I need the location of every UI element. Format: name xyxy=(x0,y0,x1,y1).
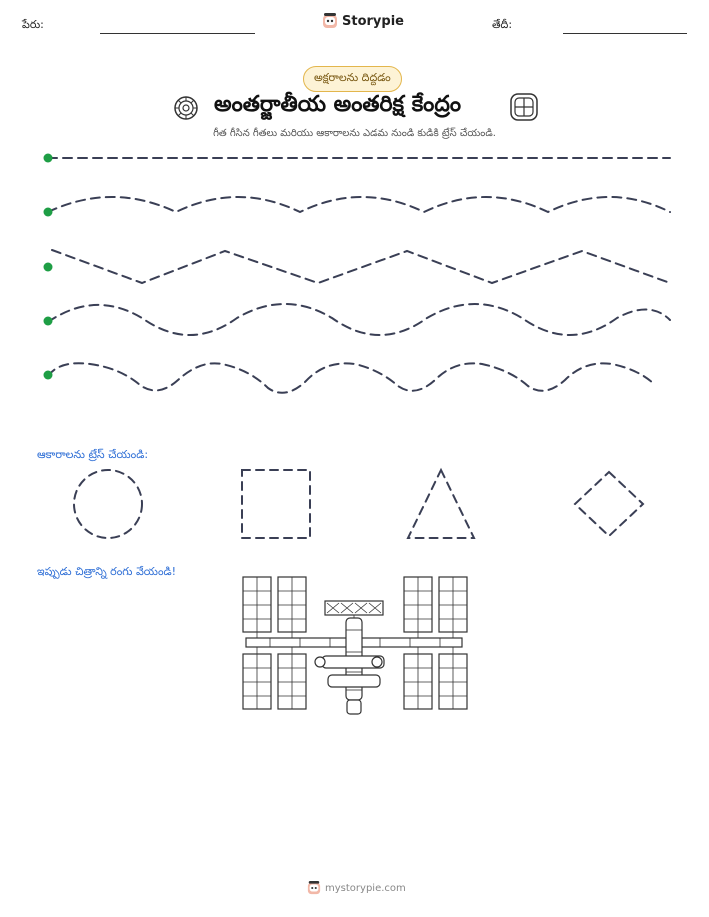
trace-line-wave xyxy=(48,304,670,335)
date-line xyxy=(563,33,687,34)
tracing-lines xyxy=(0,140,709,400)
start-dot xyxy=(44,154,53,163)
storypie-mascot-icon xyxy=(307,881,321,895)
trace-circle xyxy=(74,470,142,538)
date-label: తేదీ: xyxy=(492,18,513,31)
trace-line-zigzag xyxy=(52,250,670,283)
name-label: పేరు: xyxy=(22,18,44,31)
brand-logo xyxy=(322,13,404,29)
trace-diamond xyxy=(575,472,643,536)
trace-square xyxy=(242,470,310,538)
start-dot xyxy=(44,208,53,217)
instruction-text: గీత గీసిన గీతలు మరియు ఆకారాలను ఎడమ నుండి కుడికి ట్రేస్ చేయండి. xyxy=(213,128,496,139)
storypie-mascot-icon xyxy=(322,13,338,29)
shapes-heading: ఆకారాలను ట్రేస్ చేయండి: xyxy=(37,448,149,461)
trace-triangle xyxy=(408,470,474,538)
tracing-shapes xyxy=(0,462,709,544)
window-hatch-icon xyxy=(509,92,539,122)
page-title: అంతర్జాతీయ అంతరిక్ష కేంద్రం xyxy=(214,92,462,117)
space-station-coloring-image xyxy=(236,570,476,720)
footer xyxy=(307,881,406,895)
trace-line-loop-wave xyxy=(48,363,655,393)
trace-line-soft-wave xyxy=(48,197,670,212)
name-line xyxy=(100,33,255,34)
color-heading: ఇప్పుడు చిత్రాన్ని రంగు వేయండి! xyxy=(37,565,177,578)
start-dot xyxy=(44,317,53,326)
start-dot xyxy=(44,371,53,380)
brand-name: Storypie xyxy=(342,13,404,29)
gear-wheel-icon xyxy=(172,94,200,122)
topic-badge: అక్షరాలను దిద్దడం xyxy=(303,66,402,92)
start-dot xyxy=(44,263,53,272)
footer-url: mystorypie.com xyxy=(325,882,406,894)
